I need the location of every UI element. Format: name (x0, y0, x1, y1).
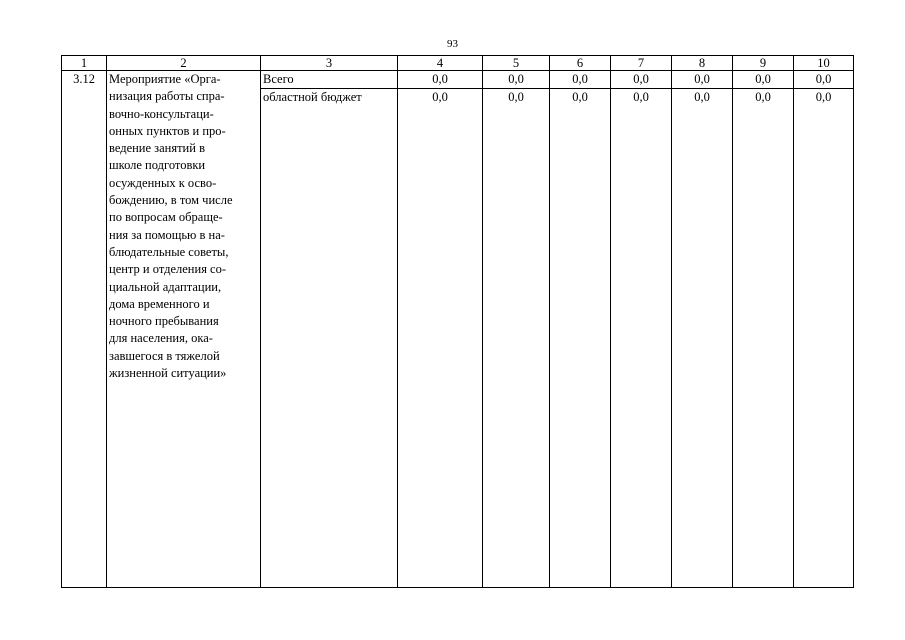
value-cell-col7 (611, 71, 672, 588)
value-regional-col6: 0,0 (572, 90, 588, 104)
page-number: 93 (447, 38, 458, 50)
value-total-col10: 0,0 (794, 71, 853, 89)
funding-source-regional: областной бюджет (263, 90, 362, 104)
column-number-row (62, 56, 854, 71)
column-header-8: 8 (672, 56, 733, 71)
column-header-2: 2 (107, 56, 261, 71)
value-regional-col4: 0,0 (432, 90, 448, 104)
value-cell-col8 (672, 71, 733, 588)
value-cell-col4 (398, 71, 483, 588)
row-description-cell (107, 71, 261, 588)
value-total-col8: 0,0 (672, 71, 732, 89)
value-total-col6: 0,0 (550, 71, 610, 89)
column-header-10: 10 (794, 56, 854, 71)
value-total-col9: 0,0 (733, 71, 793, 89)
row-code-cell (62, 71, 107, 588)
row-code: 3.12 (73, 72, 95, 86)
value-regional-col10: 0,0 (815, 90, 832, 104)
value-regional-col8: 0,0 (694, 90, 710, 104)
column-header-5: 5 (483, 56, 550, 71)
value-cell-col10 (794, 71, 854, 588)
column-header-3: 3 (261, 56, 398, 71)
column-header-6: 6 (550, 56, 611, 71)
value-cell-col6 (550, 71, 611, 588)
value-cell-col5 (483, 71, 550, 588)
value-total-col5: 0,0 (483, 71, 549, 89)
column-header-4: 4 (398, 56, 483, 71)
value-cell-col9 (733, 71, 794, 588)
funding-source-cell (261, 71, 398, 588)
value-total-col4: 0,0 (398, 71, 482, 89)
value-regional-col5: 0,0 (508, 90, 524, 104)
row-description: Мероприятие «Орга- низация работы спра- вочно-консультаци- онных пунктов и про- ведение занятий в школе подготовки осужденных к осво- бождению, в том числе по вопросам обраще- ния за помощью в на- блюдательные советы, центр и отделения со- циальной адаптации, дома временного и ночного пребывания для населения, ока- завшегося в тяжелой жизненной ситуации» (109, 72, 233, 381)
budget-table (61, 55, 854, 588)
column-header-7: 7 (611, 56, 672, 71)
column-header-1: 1 (62, 56, 107, 71)
funding-source-total: Всего (261, 71, 397, 89)
value-regional-col7: 0,0 (633, 90, 649, 104)
column-header-9: 9 (733, 56, 794, 71)
value-total-col7: 0,0 (611, 71, 671, 89)
value-regional-col9: 0,0 (755, 90, 771, 104)
table-row (62, 71, 854, 588)
